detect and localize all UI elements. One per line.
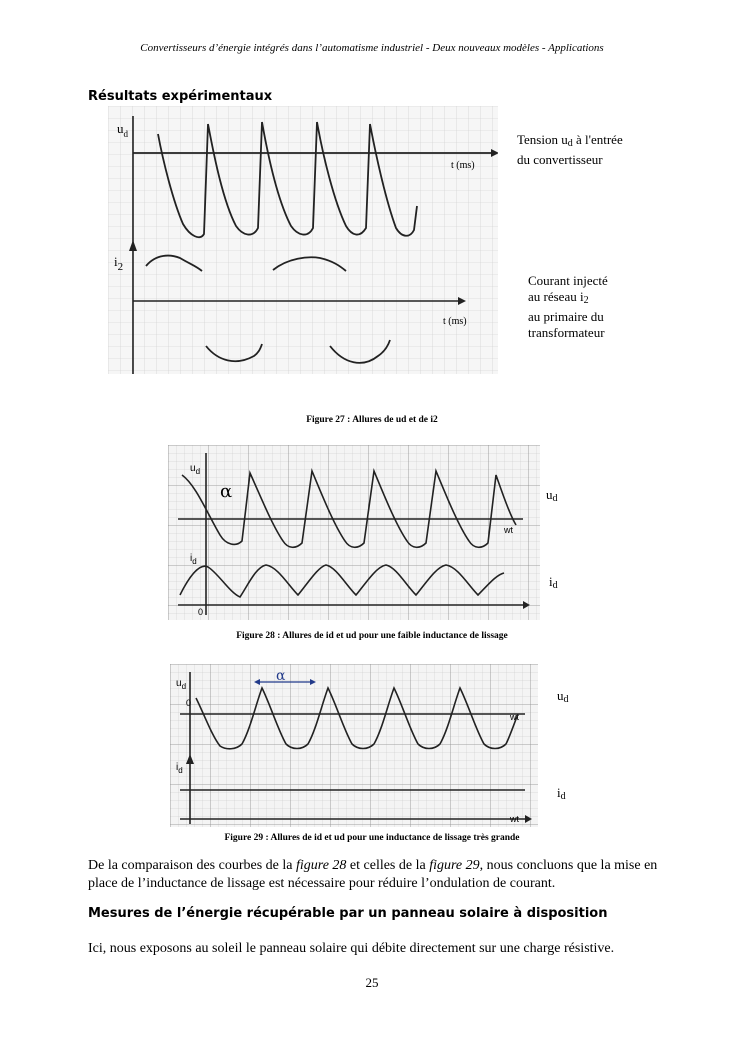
figure-28-oscillogram <box>168 445 540 620</box>
figure-28-label-ud: $u_d$ <box>190 463 201 476</box>
figure-29-label-u: $u_d$ <box>557 688 569 705</box>
section-heading-energy: Mesures de l’énergie récupérable par un panneau solaire à disposition <box>88 906 608 921</box>
figure-28-zero: 0 <box>198 607 204 617</box>
figure-29-axis-wt-bottom: wt <box>510 814 519 824</box>
figure-28-reference: figure 28 <box>295 858 347 873</box>
figure-29-label-i: $i_d$ <box>557 785 566 802</box>
figure-29-alpha: α <box>276 668 286 684</box>
figure-29-zero: 0 <box>186 698 192 708</box>
figure-27-caption: Figure 27 : Allures de ud et de i2 <box>306 415 438 425</box>
figure-29-axis-wt: wt <box>510 712 519 722</box>
figure-29-oscillogram <box>170 664 538 827</box>
figure-28-label-u: $u_d$ <box>546 487 558 504</box>
figure-28-label-id: $i_d$ <box>190 553 197 566</box>
figure-27-label-i2: $i_2$ <box>114 254 124 273</box>
figure-28-alpha: α <box>220 481 233 502</box>
figure-29-reference: figure 29 <box>429 858 480 873</box>
figure-29-label-id: $i_d$ <box>176 762 183 775</box>
figure-28-label-i: $i_d$ <box>549 574 558 591</box>
figure-27-label-tension: Tension $u_d$ à l'entrée du convertisseur <box>517 132 623 167</box>
figure-28-caption: Figure 28 : Allures de id et ud pour une faible inductance de lissage <box>236 631 508 641</box>
section-heading-results: Résultats expérimentaux <box>88 89 273 104</box>
figure-28-axis-wt: wt <box>504 525 513 535</box>
figure-27-label-courant: Courant injecté au réseau $i_2$ au primaire du transformateur <box>528 273 608 340</box>
running-header: Convertisseurs d’énergie intégrés dans l’automatisme industriel - Deux nouveaux modèles - Applications <box>140 42 604 54</box>
figure-27-oscillogram <box>108 106 498 374</box>
figure-29-label-ud: $u_d$ <box>176 678 187 691</box>
figure-27-grid <box>108 106 498 374</box>
figure-27-axis-label-bottom: t (ms) <box>443 316 467 327</box>
figure-27-label-ud: $u_d$ <box>117 121 128 139</box>
figure-29-caption: Figure 29 : Allures de id et ud pour une inductance de lissage très grande <box>224 833 520 843</box>
paragraph-comparison: De la comparaison des courbes de la figure 28 et celles de la figure 29, nous concluons que la mise en place de l’inductance de lissage est nécessaire pour réduire l’ondulation de courant. <box>88 858 658 891</box>
page-number: 25 <box>365 975 379 990</box>
figure-27-axis-label-top: t (ms) <box>451 160 475 171</box>
paragraph-solar-panel: Ici, nous exposons au soleil le panneau solaire qui débite directement sur une charge résistive. <box>88 941 615 956</box>
